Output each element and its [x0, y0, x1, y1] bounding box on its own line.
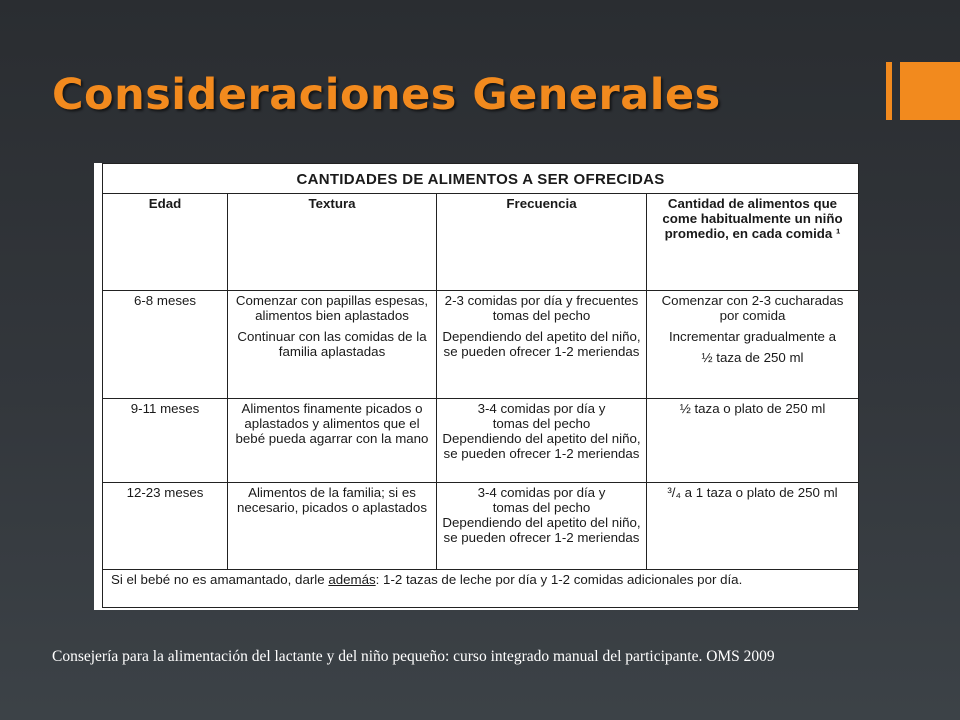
cell-frequency — [437, 482, 647, 569]
table-footer-note — [103, 570, 859, 608]
header-texture: Textura — [228, 193, 437, 290]
frequency-text: Dependiendo del apetito del niño, se pueden ofrecer 1-2 meriendas — [442, 430, 641, 461]
frequency-text: 3-4 comidas por día y tomas del pecho — [477, 400, 606, 431]
table-row — [103, 482, 859, 569]
cell-texture — [228, 291, 437, 399]
food-quantities-table — [102, 163, 859, 608]
header-amount: Cantidad de alimentos que come habitualmente un niño promedio, en cada comida ¹ — [647, 193, 859, 290]
cell-amount: ½ taza o plato de 250 ml — [647, 398, 859, 482]
footer-underlined-text: además — [328, 572, 376, 588]
frequency-text: 3-4 comidas por día y tomas del pecho — [477, 484, 606, 515]
header-age: Edad — [103, 193, 228, 290]
header-frequency: Frecuencia — [437, 193, 647, 290]
texture-text: Comenzar con papillas espesas, alimentos bien aplastados — [235, 293, 429, 324]
table-caption: CANTIDADES DE ALIMENTOS A SER OFRECIDAS — [103, 164, 859, 194]
cell-amount — [647, 291, 859, 399]
cell-frequency — [437, 398, 647, 482]
food-quantities-table-image — [94, 163, 858, 610]
footer-text: : 1-2 tazas de leche por día y 1-2 comidas adicionales por día. — [375, 572, 743, 588]
table-row — [103, 291, 859, 399]
frequency-text: Dependiendo del apetito del niño, se pueden ofrecer 1-2 meriendas — [442, 514, 641, 545]
amount-text: Incrementar gradualmente a — [668, 329, 837, 345]
amount-text: ½ taza de 250 ml — [701, 350, 804, 366]
cell-texture: Alimentos de la familia; si es necesario, picados o aplastados — [228, 482, 437, 569]
cell-texture: Alimentos finamente picados o aplastados y alimentos que el bebé pueda agarrar con la mano — [228, 398, 437, 482]
source-citation: Consejería para la alimentación del lactante y del niño pequeño: curso integrado manual del participante. OMS 2009 — [52, 648, 775, 665]
accent-bar-decoration — [886, 62, 892, 120]
table-header-row — [103, 193, 859, 290]
texture-text: Continuar con las comidas de la familia aplastadas — [237, 329, 427, 360]
frequency-text: Dependiendo del apetito del niño, se pueden ofrecer 1-2 meriendas — [442, 329, 641, 360]
accent-square-decoration — [900, 62, 960, 120]
frequency-text: 2-3 comidas por día y frecuentes tomas del pecho — [444, 293, 639, 324]
cell-age: 9-11 meses — [103, 398, 228, 482]
cell-age: 12-23 meses — [103, 482, 228, 569]
cell-frequency — [437, 291, 647, 399]
amount-text: Comenzar con 2-3 cucharadas por comida — [661, 293, 844, 324]
slide-title: Consideraciones Generales — [52, 70, 721, 120]
table-row — [103, 398, 859, 482]
cell-age: 6-8 meses — [103, 291, 228, 399]
footer-text: Si el bebé no es amamantado, darle — [111, 572, 325, 588]
cell-amount: ³/₄ a 1 taza o plato de 250 ml — [647, 482, 859, 569]
